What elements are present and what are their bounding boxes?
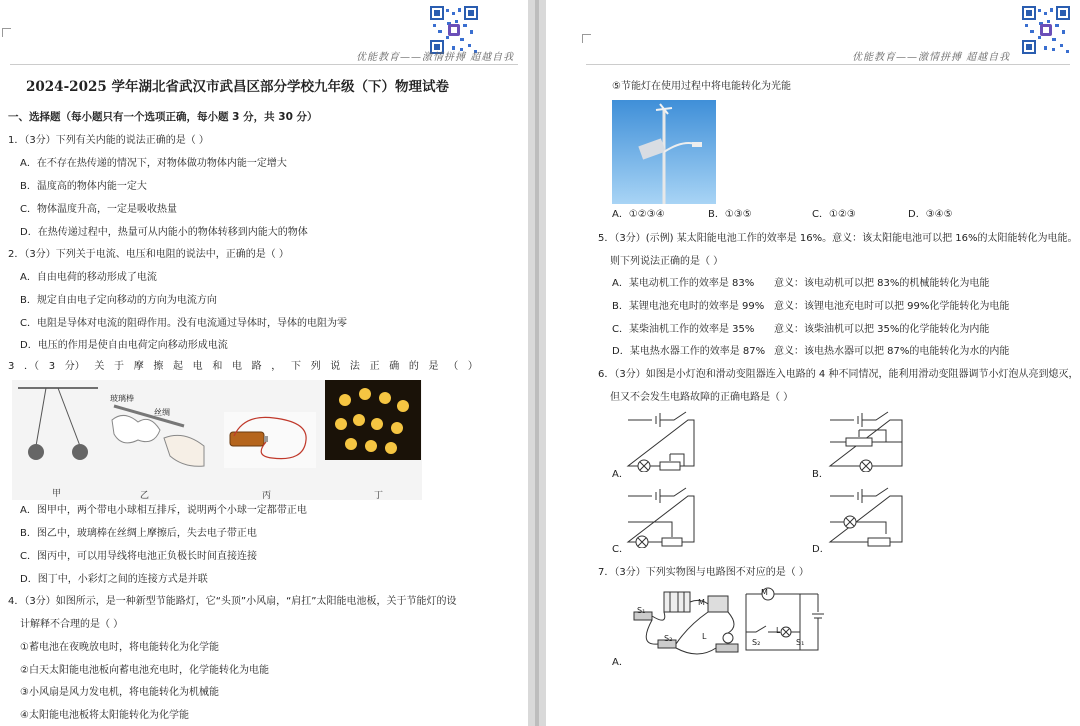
page-gutter xyxy=(528,0,546,726)
q3-stem-part: 电 xyxy=(231,361,242,372)
crop-mark xyxy=(582,34,591,43)
header-rule xyxy=(10,64,518,65)
q4-item-3: ③小风扇是风力发电机，将电能转化为机械能 xyxy=(20,687,219,698)
q5-option-c-left: C．某柴油机工作的效率是 35% xyxy=(612,324,755,335)
q6-label-c: C． xyxy=(612,544,629,555)
q6-circuit-d xyxy=(828,486,904,548)
q3-label-glass-rod: 玻璃棒 xyxy=(110,394,134,403)
q1-option-c: C．物体温度升高，一定是吸收热量 xyxy=(20,204,177,215)
q3-stem-part: 和 xyxy=(212,361,223,372)
q3-stem-part: 下 xyxy=(290,361,301,372)
q4-choice-d: D．③④⑤ xyxy=(908,209,953,220)
q3-stem-part: 擦 xyxy=(153,361,164,372)
q4-streetlight-photo xyxy=(612,100,716,204)
q2-option-c: C．电阻是导体对电流的阻碍作用。没有电流通过导体时，导体的电阻为零 xyxy=(20,318,347,329)
q4-choice-a: A．①②③④ xyxy=(612,209,665,220)
q5-option-c-right: 意义：该柴油机可以把 35%的化学能转化为内能 xyxy=(774,324,990,335)
q2-option-d: D．电压的作用是使自由电荷定向移动形成电流 xyxy=(20,340,228,351)
q3-stem-part: （ xyxy=(448,361,459,372)
q6-circuit-b xyxy=(828,410,904,472)
q2-option-b: B．规定自由电子定向移动的方向为电流方向 xyxy=(20,295,217,306)
q5-stem-line2: 则下列说法正确的是（ ） xyxy=(610,256,724,267)
q4-stem-line2: 计解释不合理的是（ ） xyxy=(20,619,124,630)
q3-stem-part: 列 xyxy=(310,361,321,372)
q5-stem-line1: 5．（3分）(示例) 某太阳能电池工作的效率是 16%。意义：该太阳能电池可以把 16%的太阳能转化为电能。 xyxy=(598,233,1078,244)
q3-stem-part: 于 xyxy=(114,361,125,372)
q7-diagram-l: L xyxy=(776,626,781,635)
q5-option-b-left: B．某锂电池充电时的效率是 99% xyxy=(612,301,765,312)
q3-stem-part: 分） xyxy=(64,361,85,372)
q6-stem-line2: 但又不会发生电路故障的正确电路是（ ） xyxy=(610,392,794,403)
q3-stem-part: ．（ xyxy=(24,361,40,372)
q3-figure-jia xyxy=(16,384,100,474)
q3-stem-part: 路 xyxy=(251,361,262,372)
q7-label-s1: S₁ xyxy=(637,606,646,615)
q3-stem-part: ， xyxy=(271,361,282,372)
q6-circuit-c xyxy=(626,486,696,548)
q3-stem xyxy=(8,360,478,374)
qr-code-icon xyxy=(430,6,478,54)
q4-item-4: ④太阳能电池板将太阳能转化为化学能 xyxy=(20,710,189,721)
q7-label-s2: S₂ xyxy=(664,634,673,643)
exam-page-right xyxy=(546,0,1080,726)
q3-stem-part: 3 xyxy=(8,361,15,372)
header-slogan: 优能教育——激情拼搏 超越自我 xyxy=(852,52,1011,63)
q4-item-5: ⑤节能灯在使用过程中将电能转化为光能 xyxy=(612,81,791,92)
q1-option-a: A．在不存在热传递的情况下，对物体做功物体内能一定增大 xyxy=(20,158,287,169)
q3-stem-part: 法 xyxy=(349,361,360,372)
q4-item-1: ①蓄电池在夜晚放电时，将电能转化为化学能 xyxy=(20,642,219,653)
q3-stem-part: 说 xyxy=(330,361,341,372)
q1-option-b: B．温度高的物体内能一定大 xyxy=(20,181,147,192)
q4-choice-b: B．①③⑤ xyxy=(708,209,752,220)
q3-stem-part: ） xyxy=(467,361,478,372)
q7-label-a: A． xyxy=(612,657,629,668)
q3-stem-part: 摩 xyxy=(133,361,144,372)
q3-stem-part: 的 xyxy=(408,361,419,372)
q3-caption-bing: 丙 xyxy=(262,491,272,501)
q3-stem-part: 电 xyxy=(192,361,203,372)
q7-diagram-s2: S₂ xyxy=(752,638,761,647)
q4-item-2: ②白天太阳能电池板向蓄电池充电时，化学能转化为电能 xyxy=(20,665,269,676)
q3-stem-part: 起 xyxy=(173,361,183,372)
q3-caption-yi: 乙 xyxy=(140,491,150,501)
q3-stem-part: 关 xyxy=(94,361,105,372)
q1-option-d: D．在热传递过程中，热量可从内能小的物体转移到内能大的物体 xyxy=(20,227,308,238)
q5-option-b-right: 意义：该锂电池充电时可以把 99%化学能转化为电能 xyxy=(774,301,1010,312)
q3-stem-part: 是 xyxy=(428,361,439,372)
q7-stem: 7．（3分）下列实物图与电路图不对应的是（ ） xyxy=(598,567,809,578)
q2-stem: 2．（3分）下列关于电流、电压和电阻的说法中，正确的是（ ） xyxy=(8,249,289,260)
q4-choice-c: C．①②③ xyxy=(812,209,856,220)
q6-label-b: B． xyxy=(812,469,829,480)
q3-stem-part: 3 xyxy=(48,361,56,372)
q6-label-d: D． xyxy=(812,544,830,555)
q5-option-d-right: 意义：该电热水器可以把 87%的电能转化为水的内能 xyxy=(774,346,1010,357)
q3-figure-bing xyxy=(224,412,316,468)
q2-option-a: A．自由电荷的移动形成了电流 xyxy=(20,272,157,283)
q3-stem-part: 确 xyxy=(389,361,400,372)
q7-label-l: L xyxy=(702,632,707,641)
q6-stem-line1: 6．（3分）如图是小灯泡和滑动变阻器连入电路的 4 种不同情况，能利用滑动变阻器调节小灯泡从亮到熄灭， xyxy=(598,369,1079,380)
q7-diagram-s1: S₁ xyxy=(796,638,805,647)
q1-stem: 1．（3分）下列有关内能的说法正确的是（ ） xyxy=(8,135,209,146)
section-heading: 一、选择题（每小题只有一个选项正确，每小题 3 分，共 30 分） xyxy=(8,111,318,123)
exam-page-left xyxy=(0,0,528,726)
q3-option-c: C．图丙中，可以用导线将电池正负极长时间直接连接 xyxy=(20,551,257,562)
q3-caption-jia: 甲 xyxy=(52,489,62,499)
header-slogan: 优能教育——激情拼搏 超越自我 xyxy=(356,52,515,63)
q5-option-a-right: 意义：该电动机可以把 83%的机械能转化为电能 xyxy=(774,278,990,289)
q3-option-d: D．图丁中，小彩灯之间的连接方式是并联 xyxy=(20,574,208,585)
header-rule xyxy=(586,64,1070,65)
q7-diagram-m: M xyxy=(761,588,768,597)
q3-stem-part: 正 xyxy=(369,361,380,372)
q3-figure-ding xyxy=(325,380,421,460)
q6-label-a: A． xyxy=(612,469,629,480)
q3-label-silk: 丝绸 xyxy=(154,408,170,417)
q5-option-a-left: A．某电动机工作的效率是 83% xyxy=(612,278,755,289)
crop-mark xyxy=(2,28,11,37)
q7-label-m: M xyxy=(698,598,705,607)
qr-code-icon xyxy=(1022,6,1070,54)
q3-option-b: B．图乙中，玻璃棒在丝绸上摩擦后，失去电子带正电 xyxy=(20,528,257,539)
q3-option-a: A．图甲中，两个带电小球相互排斥，说明两个小球一定都带正电 xyxy=(20,505,307,516)
q5-option-d-left: D．某电热水器工作的效率是 87% xyxy=(612,346,766,357)
q6-circuit-a xyxy=(626,410,696,472)
q3-caption-ding: 丁 xyxy=(374,491,384,501)
q4-stem-line1: 4．（3分）如图所示，是一种新型节能路灯，它“头顶”小风扇，“肩扛”太阳能电池板，关于节能灯的设 xyxy=(8,596,457,607)
exam-title: 2024-2025 学年湖北省武汉市武昌区部分学校九年级（下）物理试卷 xyxy=(26,79,449,95)
